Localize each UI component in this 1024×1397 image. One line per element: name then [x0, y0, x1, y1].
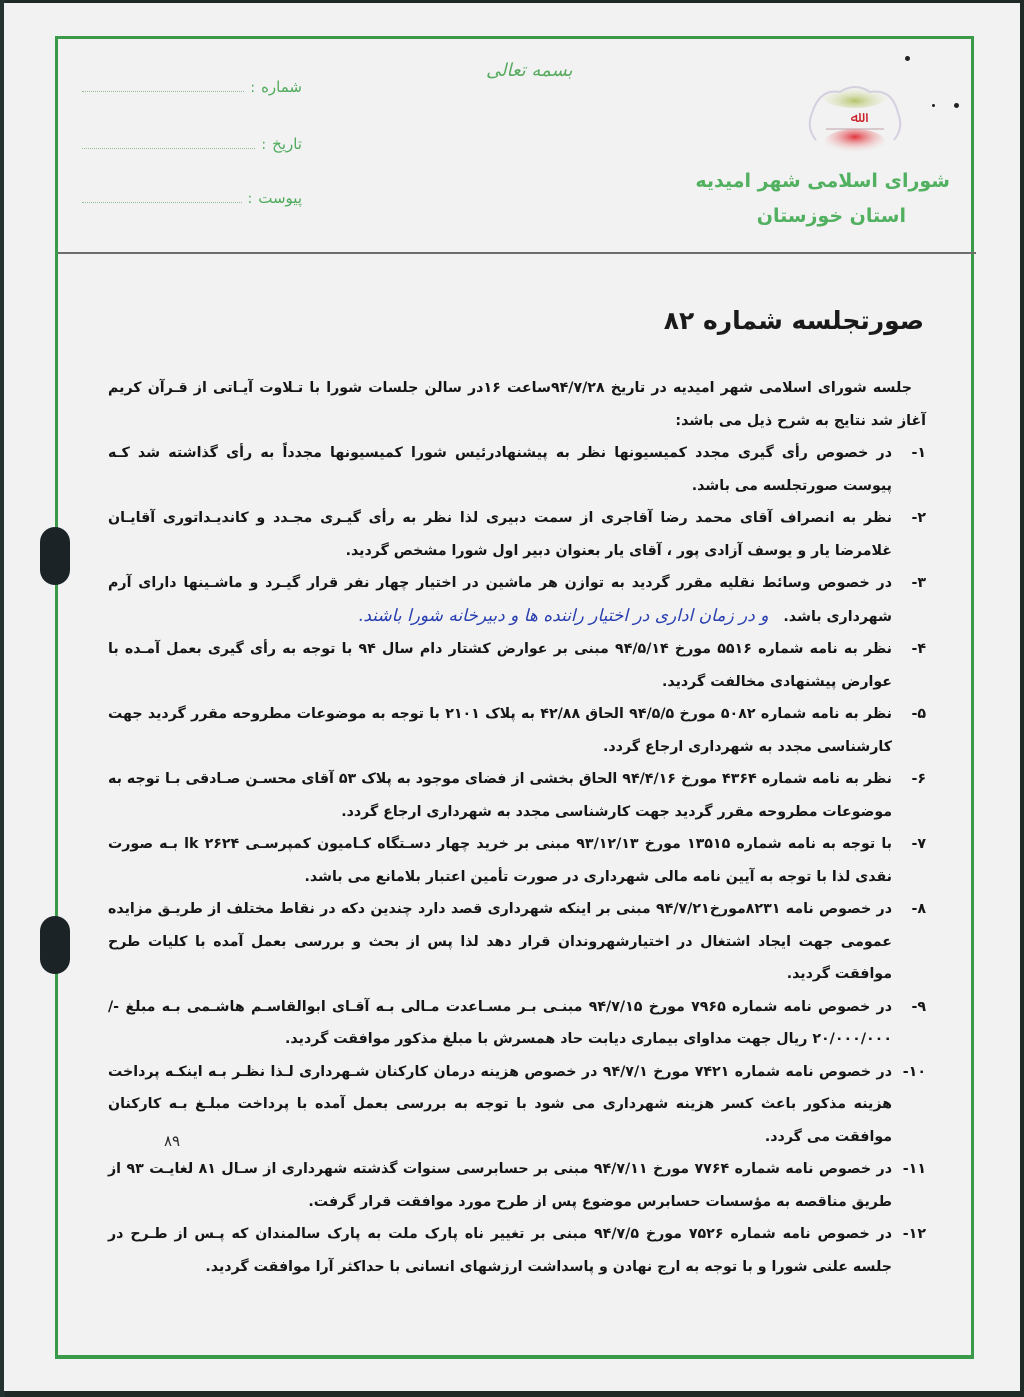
- punch-hole-bottom: [40, 916, 70, 974]
- date-blank-line: [82, 138, 255, 149]
- item-text: در خصوص نامه شماره ۷۷۶۴ مورخ ۹۴/۷/۱۱ مبنی بر حسابرسی سنوات گذشته شهرداری از سـال ۸۱ لغایـت ۹۳ از طریق مناقصه به مؤسسات حسابرس موضوع پس از طرح مورد موافقت قرار گرفت.: [108, 1161, 892, 1210]
- item-number: ۹-: [911, 998, 926, 1015]
- item-text: در خصوص وسائط نقلیه مقرر گردید به توازن هر ماشین در اختیار چهار نفر قرار گیـرد و ماشـینها دارای آرم شهرداری باشد.: [108, 575, 892, 625]
- resolution-item: [108, 633, 926, 698]
- item-number: ۱۰-: [902, 1063, 926, 1080]
- item-number: ۸-: [911, 901, 926, 917]
- resolution-item: [108, 763, 926, 828]
- attachment-field: [82, 189, 302, 207]
- handwritten-margin-note: ۸۹: [164, 1132, 181, 1150]
- item-number: ۳-: [911, 575, 926, 591]
- colon: :: [247, 191, 253, 207]
- scan-speck: [954, 103, 959, 108]
- iran-emblem-flag-icon: [800, 78, 910, 158]
- minutes-body: [108, 372, 926, 1283]
- item-text: نظر به انصراف آقای محمد رضا آقاجری از سمت دبیری لذا نظر به رأی گیـری مجـدد و کاندیـداتوری آقایـان غلامرضا یار و یوسف آزادی پور ، آقای یار بعنوان دبیر اول شورا مشخص گردید.: [108, 510, 892, 559]
- item-text: در خصوص رأی گیری مجدد کمیسیونها نظر به پیشنهادرئیس شورا کمیسیونها مجدداً به رأی گذاشته شد کـه پیوست صورتجلسه می باشد.: [108, 445, 892, 494]
- number-blank-line: [82, 81, 244, 92]
- resolution-item: [108, 567, 926, 633]
- resolution-item: [108, 698, 926, 763]
- date-label: تاریخ: [272, 135, 302, 153]
- minutes-title: صورتجلسه شماره ۸۲: [663, 306, 924, 335]
- item-number: ۱۲-: [902, 1226, 926, 1242]
- item-text: در خصوص نامه ۸۲۳۱مورخ۹۴/۷/۲۱ مبنی بر اینکه شهرداری قصد دارد چندین دکه در نقاط مختلف از طریـق مزایده عمومی جهت ایجاد اشتغال در اختیارشهروندان قرار دهد لذا پس از بحث و بررسی بعمل آمده با کلیات طرح موافقت گردید.: [108, 901, 892, 982]
- item-number: ۷-: [911, 836, 926, 852]
- number-field: [82, 78, 302, 96]
- invocation-text: بسمه تعالی: [486, 60, 573, 81]
- resolution-item: [108, 1153, 926, 1218]
- svg-text:ﷲ: ﷲ: [850, 108, 860, 126]
- item-text: در خصوص نامه شماره ۷۴۲۱ مورخ ۹۴/۷/۱ در خصوص هزینه درمان کارکنان شـهرداری لـذا نظـر بـه اینکـه پرداخت هزینه مذکور باعث کسر هزینه شهرداری می شود با توجه به بررسی بعمل آمده با پرداخت مبلـغ بـه کارکنان موافقت می گردد.: [108, 1063, 892, 1145]
- number-label: شماره: [261, 78, 302, 96]
- resolution-item: [108, 991, 926, 1056]
- item-number: ۶-: [911, 771, 926, 787]
- resolution-item: [108, 437, 926, 502]
- resolution-item: [108, 828, 926, 893]
- attachment-label: پیوست: [258, 189, 302, 207]
- item-number: ۱۱-: [902, 1161, 926, 1177]
- resolution-item: [108, 893, 926, 991]
- item-number: ۲-: [911, 510, 926, 526]
- item-number: ۱-: [911, 445, 926, 461]
- item-text: در خصوص نامه شماره ۷۵۲۶ مورخ ۹۴/۷/۵ مبنی بر تغییر ناه پارک ملت به پارک سالمندان که پـس از طـرح در جلسه علنی شورا و با توجه به ارج نهادن و پاسداشت ارزشهای انسانی با حداکثر آرا موافقت گردید.: [108, 1226, 892, 1275]
- resolution-item: [108, 1056, 926, 1154]
- item-text-with-annotation: [108, 567, 892, 633]
- item-number: ۵-: [911, 706, 926, 722]
- resolution-item: [108, 502, 926, 567]
- colon: :: [250, 80, 256, 96]
- item-text: نظر به نامه شماره ۵۰۸۲ مورخ ۹۴/۵/۵ الحاق ۴۲/۸۸ به پلاک ۲۱۰۱ با توجه به موضوعات مطروحه مقرر گردید جهت کارشناسی مجدد به شهرداری ارجاع گردد.: [108, 706, 893, 755]
- intro-paragraph: جلسه شورای اسلامی شهر امیدیه در تاریخ ۹۴/۷/۲۸ساعت ۱۶در سالن جلسات شورا با تـلاوت آیـاتی از قـرآن کریم آغاز شد نتایج به شرح ذیل می باشد:: [108, 380, 926, 429]
- header-divider: [58, 252, 976, 254]
- item-text: نظر به نامه شماره ۴۳۶۴ مورخ ۹۴/۴/۱۶ الحاق بخشی از فضای موجود به پلاک ۵۳ آقای محسـن صـادقی بـا توجه به موضوعات مطروحه مقرر گردید جهت کارشناسی مجدد به شهرداری ارجاع گردد.: [108, 771, 892, 820]
- item-text: با توجه به نامه شماره ۱۳۵۱۵ مورخ ۹۳/۱۲/۱۳ مبنی بر خرید چهار دسـتگاه کـامیون کمپرسـی ۲۶۲۴ lk بـه صورت نقدی لذا با توجه به آیین نامه مالی شهرداری در صورت تأمین اعتبار بلامانع می باشد.: [108, 836, 892, 885]
- date-field: [82, 135, 302, 153]
- scan-speck: [905, 56, 910, 61]
- item-number: ۴-: [911, 641, 926, 657]
- punch-hole-top: [40, 527, 70, 585]
- scan-speck: [932, 104, 935, 107]
- handwritten-annotation: و در زمان اداری در اختیار راننده ها و دبیرخانه شورا باشند.: [357, 605, 769, 626]
- item-text: نظر به نامه شماره ۵۵۱۶ مورخ ۹۴/۵/۱۴ مبنی بر عوارض کشتار دام سال ۹۴ با توجه به رأی گیری بعمل آمـده با عوارض پیشنهادی مخالفت گردید.: [108, 641, 893, 690]
- colon: :: [261, 137, 267, 153]
- province-name: استان خوزستان: [756, 205, 906, 227]
- council-name: شورای اسلامی شهر امیدیه: [695, 170, 950, 192]
- attachment-blank-line: [82, 192, 242, 203]
- resolution-item: [108, 1218, 926, 1283]
- item-text: در خصوص نامه شماره ۷۹۶۵ مورخ ۹۴/۷/۱۵ مبنـی بـر مسـاعدت مـالی بـه آقـای ابوالقاسـم هاشـمی بـه مبلغ -/۲۰/۰۰۰/۰۰۰ ریال جهت مداوای بیماری دیابت حاد همسرش با مبلغ مذکور موافقت گردید.: [108, 998, 892, 1047]
